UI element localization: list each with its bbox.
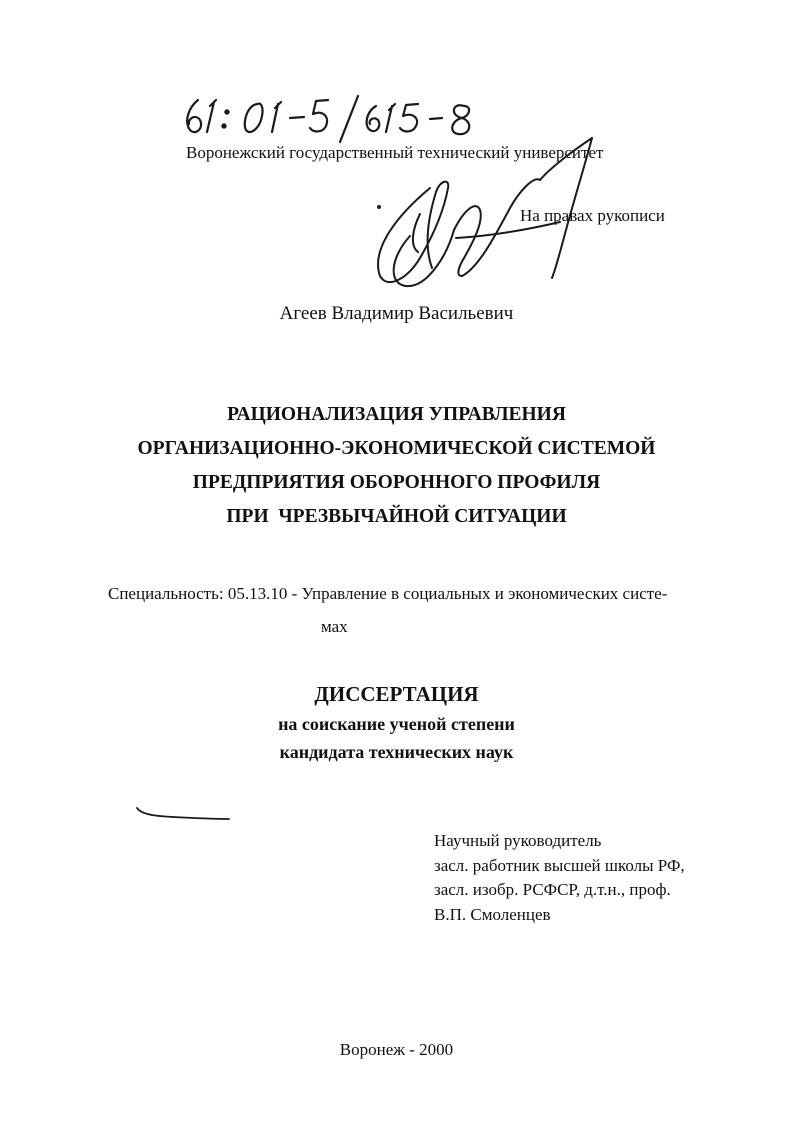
manuscript-rights-note: На правах рукописи (520, 206, 665, 225)
title-line: ОРГАНИЗАЦИОННО-ЭКОНОМИЧЕСКОЙ СИСТЕМОЙ (137, 438, 656, 459)
degree-line: кандидата технических наук (279, 742, 514, 762)
degree-block (0, 678, 793, 766)
dissertation-title (0, 398, 793, 534)
specialty-line: Специальность: 05.13.10 - Управление в социальных и экономических систе- (108, 584, 668, 603)
pen-stroke (133, 800, 233, 824)
university-name: Воронежский государственный технический университет (186, 143, 604, 162)
author-name: Агеев Владимир Васильевич (279, 303, 514, 324)
ink-dot (377, 205, 381, 209)
title-line: РАЦИОНАЛИЗАЦИЯ УПРАВЛЕНИЯ (227, 404, 566, 425)
dissertation-heading: ДИССЕРТАЦИЯ (314, 682, 479, 706)
degree-line: на соискание ученой степени (278, 714, 515, 734)
advisor-line: засл. работник высшей школы РФ, (434, 855, 685, 875)
advisor-line: засл. изобр. РСФСР, д.т.н., проф. (434, 880, 671, 899)
specialty-line-continued: мах (321, 617, 348, 636)
advisor-name: В.П. Смоленцев (434, 904, 551, 924)
title-line: ПРИ ЧРЕЗВЫЧАЙНОЙ СИТУАЦИИ (226, 506, 567, 527)
title-line: ПРЕДПРИЯТИЯ ОБОРОННОГО ПРОФИЛЯ (192, 472, 601, 493)
scientific-advisor (434, 829, 685, 927)
advisor-line: Научный руководитель (434, 831, 602, 850)
city-year: Воронеж - 2000 (339, 1040, 454, 1059)
